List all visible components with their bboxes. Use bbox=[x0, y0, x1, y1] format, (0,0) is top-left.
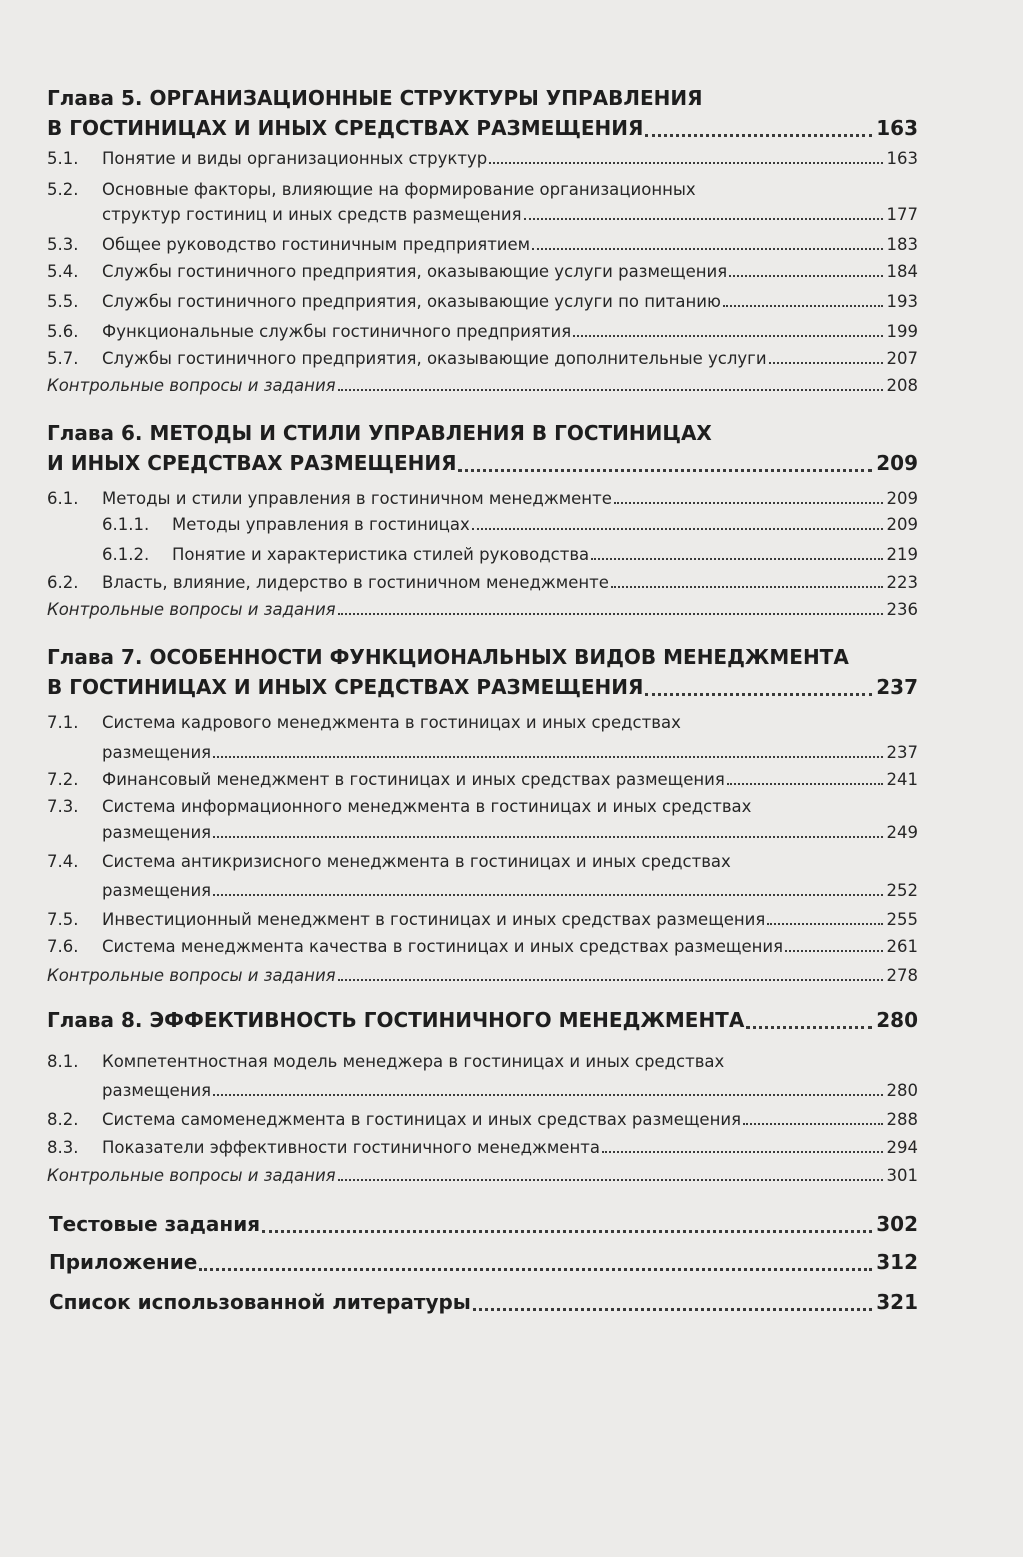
chapter-title-cont: И ИНЫХ СРЕДСТВАХ РАЗМЕЩЕНИЯ bbox=[47, 451, 457, 475]
chapter-title-cont: В ГОСТИНИЦАХ И ИНЫХ СРЕДСТВАХ РАЗМЕЩЕНИЯ bbox=[47, 116, 644, 140]
page-number: 184 bbox=[886, 262, 918, 281]
page-number: 280 bbox=[876, 1008, 918, 1032]
page-number: 209 bbox=[886, 515, 918, 534]
section-title: Инвестиционный менеджмент в гостиницах и иных средствах размещения bbox=[102, 910, 766, 929]
section-number: 7.2. bbox=[47, 770, 79, 789]
page-number: 288 bbox=[886, 1110, 918, 1129]
section-number: 8.2. bbox=[47, 1110, 79, 1129]
section-number: 5.7. bbox=[47, 349, 79, 368]
review-questions: Контрольные вопросы и задания bbox=[47, 376, 336, 395]
section-title: Система самоменеджмента в гостиницах и иных средствах размещения bbox=[102, 1110, 742, 1129]
page-number: 223 bbox=[886, 573, 918, 592]
dot-leader bbox=[213, 894, 883, 896]
review-questions: Контрольные вопросы и задания bbox=[47, 600, 336, 619]
page-number: 249 bbox=[886, 823, 918, 842]
page-number: 302 bbox=[876, 1212, 918, 1236]
section-title: Методы управления в гостиницах bbox=[172, 515, 470, 534]
section-title-cont: размещения bbox=[102, 881, 212, 900]
page-number: 163 bbox=[876, 116, 918, 140]
section-title: Система кадрового менеджмента в гостиницах и иных средствах bbox=[102, 713, 681, 732]
section-number: 7.4. bbox=[47, 852, 79, 871]
page-number: 199 bbox=[886, 322, 918, 341]
section-title: Основные факторы, влияющие на формирование организационных bbox=[102, 180, 696, 199]
section-title: Система информационного менеджмента в гостиницах и иных средствах bbox=[102, 797, 752, 816]
page-number: 163 bbox=[886, 149, 918, 168]
page-number: 255 bbox=[886, 910, 918, 929]
section-title: Система антикризисного менеджмента в гостиницах и иных средствах bbox=[102, 852, 731, 871]
section-number: 7.6. bbox=[47, 937, 79, 956]
dot-leader bbox=[489, 162, 883, 164]
dot-leader bbox=[602, 1151, 883, 1153]
section-title: Власть, влияние, лидерство в гостиничном менеджменте bbox=[102, 573, 609, 592]
dot-leader bbox=[743, 1123, 883, 1125]
section-title: Показатели эффективности гостиничного менеджмента bbox=[102, 1138, 600, 1157]
dot-leader bbox=[727, 783, 883, 785]
backmatter-title: Тестовые задания bbox=[49, 1212, 261, 1236]
review-questions: Контрольные вопросы и задания bbox=[47, 966, 336, 985]
dot-leader bbox=[338, 979, 883, 981]
page-number: 241 bbox=[886, 770, 918, 789]
page-number: 321 bbox=[876, 1290, 918, 1314]
chapter-title: Глава 5. ОРГАНИЗАЦИОННЫЕ СТРУКТУРЫ УПРАВЛЕНИЯ bbox=[47, 86, 703, 110]
section-number: 5.2. bbox=[47, 180, 79, 199]
dot-leader bbox=[723, 305, 883, 307]
section-title: Финансовый менеджмент в гостиницах и иных средствах размещения bbox=[102, 770, 725, 789]
section-number: 7.1. bbox=[47, 713, 79, 732]
section-number: 8.3. bbox=[47, 1138, 79, 1157]
page-number: 177 bbox=[886, 205, 918, 224]
page-number: 312 bbox=[876, 1250, 918, 1274]
dot-leader bbox=[767, 923, 883, 925]
section-number: 5.4. bbox=[47, 262, 79, 281]
dot-leader bbox=[746, 1026, 872, 1029]
dot-leader bbox=[769, 362, 883, 364]
page-number: 183 bbox=[886, 235, 918, 254]
chapter-title-cont: В ГОСТИНИЦАХ И ИНЫХ СРЕДСТВАХ РАЗМЕЩЕНИЯ bbox=[47, 675, 644, 699]
section-number: 7.5. bbox=[47, 910, 79, 929]
dot-leader bbox=[785, 950, 883, 952]
section-title: Службы гостиничного предприятия, оказывающие услуги размещения bbox=[102, 262, 728, 281]
chapter-title: Глава 7. ОСОБЕННОСТИ ФУНКЦИОНАЛЬНЫХ ВИДОВ МЕНЕДЖМЕНТА bbox=[47, 645, 849, 669]
dot-leader bbox=[645, 693, 872, 696]
dot-leader bbox=[591, 558, 883, 560]
dot-leader bbox=[573, 335, 883, 337]
section-title: Общее руководство гостиничным предприятием bbox=[102, 235, 531, 254]
page-number: 208 bbox=[886, 376, 918, 395]
dot-leader bbox=[213, 836, 883, 838]
dot-leader bbox=[199, 1268, 872, 1271]
chapter-title: Глава 8. ЭФФЕКТИВНОСТЬ ГОСТИНИЧНОГО МЕНЕДЖМЕНТА bbox=[47, 1008, 745, 1032]
section-number: 6.2. bbox=[47, 573, 79, 592]
section-number: 6.1.2. bbox=[102, 545, 150, 564]
dot-leader bbox=[213, 1094, 883, 1096]
page-number: 261 bbox=[886, 937, 918, 956]
section-title-cont: структур гостиниц и иных средств размещения bbox=[102, 205, 522, 224]
section-number: 6.1.1. bbox=[102, 515, 150, 534]
section-number: 6.1. bbox=[47, 489, 79, 508]
section-title: Службы гостиничного предприятия, оказывающие услуги по питанию bbox=[102, 292, 721, 311]
page-number: 219 bbox=[886, 545, 918, 564]
section-title-cont: размещения bbox=[102, 1081, 212, 1100]
section-number: 5.5. bbox=[47, 292, 79, 311]
dot-leader bbox=[473, 1308, 872, 1311]
section-number: 7.3. bbox=[47, 797, 79, 816]
page-number: 280 bbox=[886, 1081, 918, 1100]
section-title: Компетентностная модель менеджера в гостиницах и иных средствах bbox=[102, 1052, 725, 1071]
section-number: 8.1. bbox=[47, 1052, 79, 1071]
dot-leader bbox=[338, 1179, 883, 1181]
section-title-cont: размещения bbox=[102, 743, 212, 762]
dot-leader bbox=[338, 613, 883, 615]
dot-leader bbox=[524, 218, 883, 220]
page-number: 193 bbox=[886, 292, 918, 311]
chapter-title: Глава 6. МЕТОДЫ И СТИЛИ УПРАВЛЕНИЯ В ГОСТИНИЦАХ bbox=[47, 421, 712, 445]
section-number: 5.1. bbox=[47, 149, 79, 168]
page-number: 252 bbox=[886, 881, 918, 900]
dot-leader bbox=[611, 586, 883, 588]
section-title: Функциональные службы гостиничного предприятия bbox=[102, 322, 572, 341]
page-number: 209 bbox=[886, 489, 918, 508]
backmatter-title: Приложение bbox=[49, 1250, 198, 1274]
review-questions: Контрольные вопросы и задания bbox=[47, 1166, 336, 1185]
page-number: 207 bbox=[886, 349, 918, 368]
section-title-cont: размещения bbox=[102, 823, 212, 842]
page-number: 294 bbox=[886, 1138, 918, 1157]
section-title: Понятие и характеристика стилей руководства bbox=[172, 545, 590, 564]
page-number: 209 bbox=[876, 451, 918, 475]
page-number: 237 bbox=[886, 743, 918, 762]
dot-leader bbox=[614, 502, 883, 504]
dot-leader bbox=[532, 248, 883, 250]
dot-leader bbox=[472, 528, 883, 530]
page-number: 301 bbox=[886, 1166, 918, 1185]
dot-leader bbox=[262, 1230, 872, 1233]
page-number: 236 bbox=[886, 600, 918, 619]
dot-leader bbox=[645, 134, 872, 137]
dot-leader bbox=[338, 389, 883, 391]
section-number: 5.3. bbox=[47, 235, 79, 254]
section-number: 5.6. bbox=[47, 322, 79, 341]
section-title: Понятие и виды организационных структур bbox=[102, 149, 488, 168]
dot-leader bbox=[729, 275, 883, 277]
backmatter-title: Список использованной литературы bbox=[49, 1290, 471, 1314]
page-number: 278 bbox=[886, 966, 918, 985]
section-title: Методы и стили управления в гостиничном менеджменте bbox=[102, 489, 612, 508]
dot-leader bbox=[458, 469, 872, 472]
section-title: Система менеджмента качества в гостиницах и иных средствах размещения bbox=[102, 937, 784, 956]
page-number: 237 bbox=[876, 675, 918, 699]
section-title: Службы гостиничного предприятия, оказывающие дополнительные услуги bbox=[102, 349, 767, 368]
dot-leader bbox=[213, 756, 883, 758]
